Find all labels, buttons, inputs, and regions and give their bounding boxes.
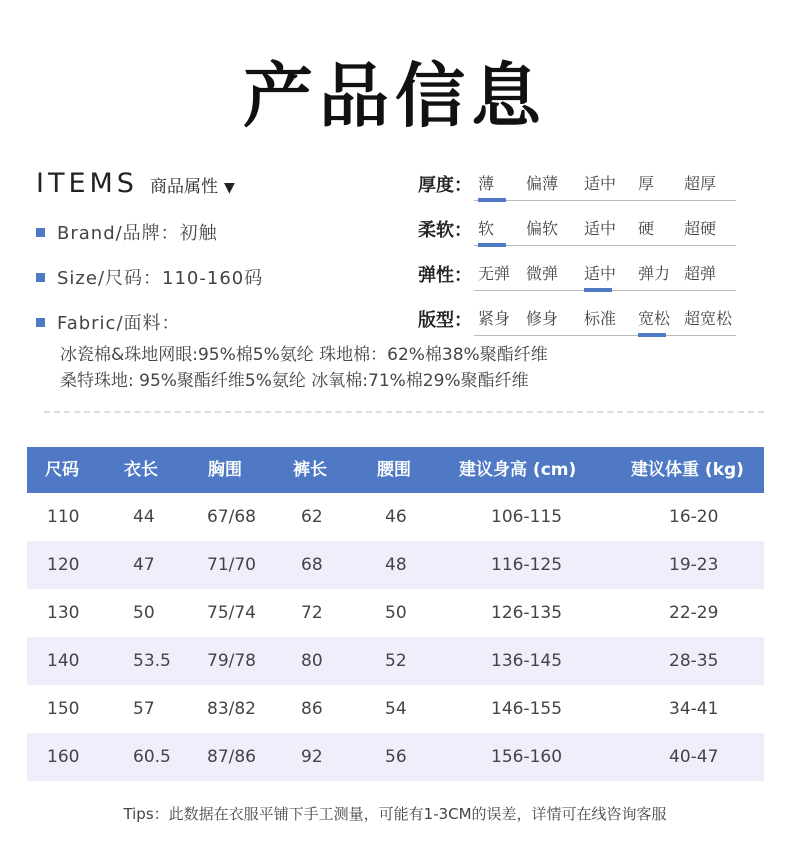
table-cell: 120 (47, 555, 80, 575)
table-header-cell: 建议体重 (kg) (631, 460, 744, 480)
table-header-cell: 腰围 (377, 460, 411, 480)
brand-attribute (36, 219, 218, 245)
table-cell: 60.5 (133, 747, 171, 767)
table-cell: 146-155 (491, 699, 563, 719)
scale-option: 偏软 (526, 219, 559, 238)
table-cell: 40-47 (669, 747, 719, 767)
table-row (27, 637, 764, 685)
scale-selected-marker (584, 288, 612, 292)
square-bullet-icon (36, 228, 45, 237)
table-cell: 47 (133, 555, 155, 575)
items-heading (36, 168, 235, 199)
size-table (27, 447, 764, 781)
scale-option: 超宽松 (684, 309, 733, 328)
scale-option: 厚 (638, 174, 655, 193)
scale-selected-marker (478, 198, 506, 202)
scale-option: 偏薄 (526, 174, 559, 193)
table-cell: 86 (301, 699, 323, 719)
scale-option: 无弹 (478, 264, 511, 283)
table-cell: 46 (385, 507, 407, 527)
scale-option: 超厚 (684, 174, 717, 193)
scale-line (474, 200, 736, 201)
items-label: ITEMS (36, 168, 138, 199)
table-cell: 79/78 (207, 651, 256, 671)
scale-line (474, 335, 736, 336)
table-cell: 48 (385, 555, 407, 575)
table-cell: 19-23 (669, 555, 719, 575)
table-row (27, 589, 764, 637)
table-cell: 130 (47, 603, 80, 623)
table-cell: 28-35 (669, 651, 719, 671)
size-text: Size/尺码：110-160码 (57, 268, 264, 289)
fabric-detail-line-2: 桑特珠地: 95%聚酯纤维5%氨纶 冰氧棉:71%棉29%聚酯纤维 (60, 371, 529, 391)
fabric-attribute (36, 309, 181, 335)
scale-option: 弹力 (638, 264, 671, 283)
table-cell: 80 (301, 651, 323, 671)
tips-note: Tips：此数据在衣服平铺下手工测量，可能有1-3CM的误差，详情可在线咨询客服 (123, 805, 667, 823)
square-bullet-icon (36, 318, 45, 327)
table-header (27, 447, 764, 493)
fabric-text: Fabric/面料： (57, 313, 181, 334)
scale-option: 宽松 (638, 309, 671, 328)
scale-option: 微弹 (526, 264, 559, 283)
table-cell: 71/70 (207, 555, 256, 575)
table-body (27, 493, 764, 781)
scale-option: 超弹 (684, 264, 717, 283)
scale-label: 弹性： (418, 265, 472, 286)
scale-option: 适中 (584, 264, 617, 283)
table-cell: 150 (47, 699, 80, 719)
table-row (27, 685, 764, 733)
dashed-divider (44, 411, 764, 413)
table-cell: 156-160 (491, 747, 563, 767)
table-header-cell: 建议身高 (cm) (459, 460, 577, 480)
table-header-cell: 衣长 (124, 460, 158, 480)
scale-row (418, 216, 763, 246)
table-row (27, 733, 764, 781)
table-cell: 106-115 (491, 507, 563, 527)
scale-option: 硬 (638, 219, 655, 238)
size-attribute (36, 264, 263, 290)
scale-selected-marker (478, 243, 506, 247)
table-row (27, 541, 764, 589)
table-cell: 136-145 (491, 651, 563, 671)
table-cell: 44 (133, 507, 155, 527)
table-cell: 126-135 (491, 603, 563, 623)
table-cell: 160 (47, 747, 80, 767)
table-cell: 110 (47, 507, 80, 527)
scale-selected-marker (638, 333, 666, 337)
table-cell: 34-41 (669, 699, 719, 719)
fabric-detail-line-1: 冰瓷棉&珠地网眼:95%棉5%氨纶 珠地棉：62%棉38%聚酯纤维 (60, 345, 548, 365)
scale-option: 修身 (526, 309, 559, 328)
triangle-down-icon: ▼ (223, 180, 235, 196)
table-header-cell: 裤长 (293, 460, 327, 480)
scale-option: 适中 (584, 219, 617, 238)
table-cell: 140 (47, 651, 80, 671)
table-cell: 67/68 (207, 507, 256, 527)
scale-row (418, 306, 763, 336)
table-header-cell: 胸围 (208, 460, 242, 480)
table-header-cell: 尺码 (45, 460, 79, 480)
table-cell: 50 (385, 603, 407, 623)
table-cell: 53.5 (133, 651, 171, 671)
scale-line (474, 245, 736, 246)
table-cell: 54 (385, 699, 407, 719)
scale-row (418, 261, 763, 291)
scale-label: 版型： (418, 310, 472, 331)
page-title: 产品信息 (243, 55, 547, 137)
items-sub-label: 商品属性 (149, 177, 218, 197)
table-cell: 75/74 (207, 603, 256, 623)
scale-option: 标准 (584, 309, 617, 328)
table-cell: 92 (301, 747, 323, 767)
brand-text: Brand/品牌：初触 (57, 223, 218, 244)
scale-row (418, 171, 763, 201)
table-cell: 62 (301, 507, 323, 527)
table-cell: 83/82 (207, 699, 256, 719)
scale-option: 紧身 (478, 309, 511, 328)
scale-option: 软 (478, 219, 495, 238)
scale-label: 厚度： (418, 175, 472, 196)
table-cell: 16-20 (669, 507, 719, 527)
table-row (27, 493, 764, 541)
table-cell: 52 (385, 651, 407, 671)
table-cell: 72 (301, 603, 323, 623)
table-cell: 56 (385, 747, 407, 767)
square-bullet-icon (36, 273, 45, 282)
table-cell: 116-125 (491, 555, 563, 575)
scale-option: 超硬 (684, 219, 717, 238)
table-cell: 50 (133, 603, 155, 623)
table-cell: 87/86 (207, 747, 256, 767)
table-cell: 68 (301, 555, 323, 575)
scale-label: 柔软： (418, 220, 472, 241)
table-cell: 22-29 (669, 603, 719, 623)
scale-option: 适中 (584, 174, 617, 193)
scale-option: 薄 (478, 174, 495, 193)
table-cell: 57 (133, 699, 155, 719)
